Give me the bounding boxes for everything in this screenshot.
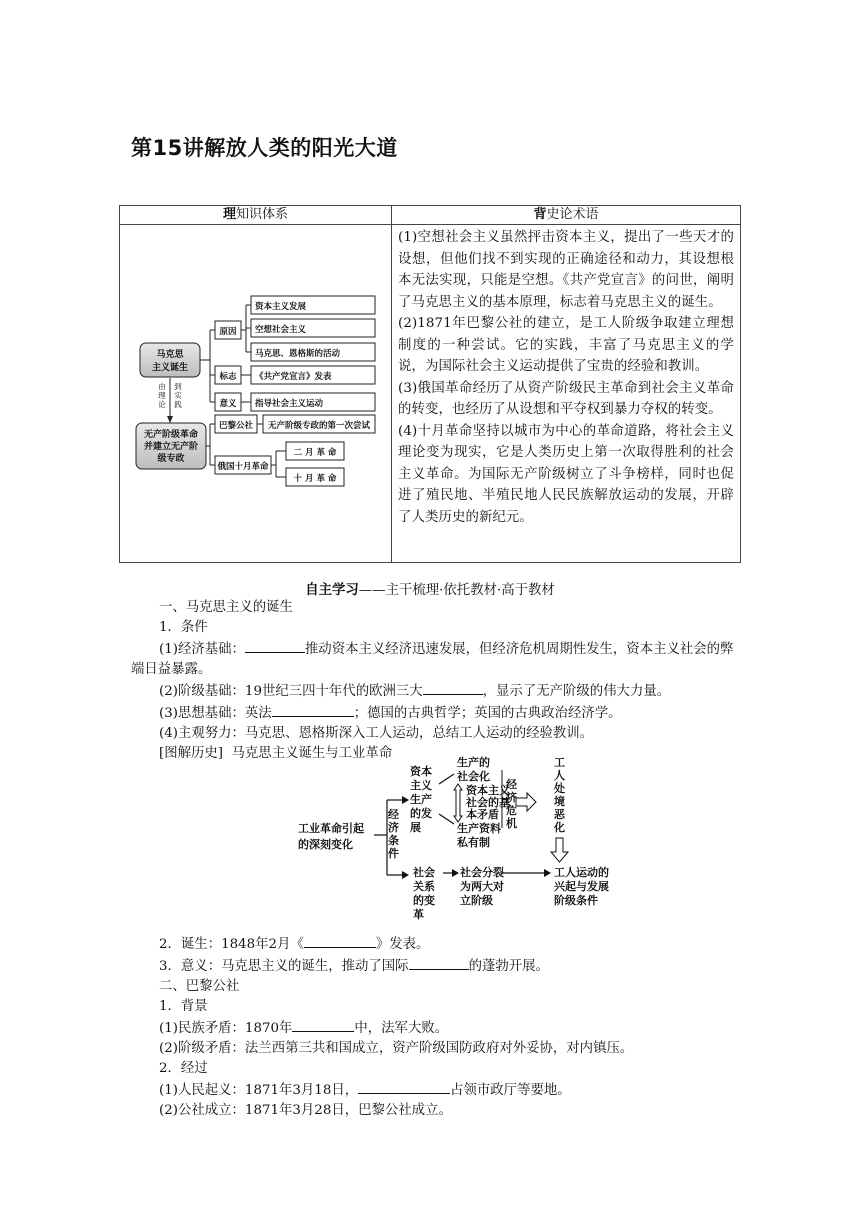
svg-text:为两大对: 为两大对 — [460, 880, 504, 893]
svg-text:由: 由 — [158, 382, 166, 391]
root2-line1: 无产阶级革命 — [143, 430, 199, 440]
svg-text:的深刻变化: 的深刻变化 — [298, 838, 353, 851]
svg-text:社会分裂: 社会分裂 — [460, 866, 504, 879]
mindmap-cell — [120, 225, 392, 563]
svg-text:革: 革 — [413, 908, 424, 921]
blank-5[interactable] — [409, 955, 469, 970]
root2-line2: 并建立无产阶 — [143, 442, 199, 452]
svg-text:社会化: 社会化 — [457, 770, 490, 783]
svg-text:展: 展 — [410, 821, 421, 834]
page-title: 第15讲解放人类的阳光大道 — [131, 136, 398, 160]
heading-process: 2．经过 — [159, 1061, 208, 1076]
essay-4: (4)十月革命坚持以城市为中心的革命道路，将社会主义理论变为现实，它是人类历史上第一次取得胜利的社会主义革命。为国际无产阶级树立了斗争榜样，同时也促进了殖民地、半殖民地人民民族解放运动的发展，开辟了人类历史的新纪元。 — [398, 423, 734, 525]
svg-text:件: 件 — [388, 847, 399, 860]
svg-text:恶: 恶 — [554, 808, 565, 821]
svg-text:私有制: 私有制 — [457, 836, 490, 849]
uprising-line: (1)人民起义：1871年3月18日， 占领市政厅等要地。 — [131, 1079, 736, 1101]
svg-text:实: 实 — [174, 391, 182, 400]
condition-economic: (1)经济基础： 推动资本主义经济迅速发展，但经济危机周期性发生，资本主义社会的弊端日益暴露。 — [131, 638, 736, 680]
svg-text:条: 条 — [388, 834, 399, 847]
svg-text:境: 境 — [554, 795, 565, 808]
commune-line: (2)公社成立：1871年3月28日，巴黎公社成立。 — [159, 1103, 452, 1118]
svg-text:的发: 的发 — [410, 807, 432, 820]
svg-text:社会的基: 社会的基 — [466, 796, 510, 809]
meaning-line: 3．意义：马克思主义的诞生，推动了国际 的蓬勃开展。 — [131, 955, 736, 977]
national-conflict: (1)民族矛盾：1870年 中，法军大败。 — [131, 1017, 736, 1039]
svg-text:工人运动的: 工人运动的 — [554, 866, 609, 879]
essay-1: (1)空想社会主义虽然抨击资本主义，提出了一些天才的设想，但他们找不到实现的正确途径和动力，其设想根本无法实现，只能是空想。《共产党宣言》的问世，阐明了马克思主义的基本原理，标志着马克思主义的诞生。 — [398, 230, 734, 310]
svg-text:的变: 的变 — [413, 894, 435, 907]
diagram-caption: [图解历史] 马克思主义诞生与工业革命 — [159, 746, 393, 761]
branch-symbol: 标志 — [219, 372, 237, 382]
svg-text:生产的: 生产的 — [457, 756, 490, 769]
history-terms-header: 背史论术语 — [392, 206, 741, 225]
svg-text:兴起与发展: 兴起与发展 — [554, 880, 609, 893]
svg-text:论: 论 — [158, 400, 166, 409]
knowledge-system-header: 理知识体系 — [120, 206, 392, 225]
svg-text:机: 机 — [506, 817, 517, 830]
heading-paris: 二、巴黎公社 — [159, 979, 240, 994]
svg-text:济: 济 — [388, 821, 399, 834]
birth-line: 2．诞生：1848年2月《 》发表。 — [131, 933, 736, 955]
svg-text:危: 危 — [506, 804, 517, 817]
symbol-item: 《共产党宣言》发表 — [255, 372, 332, 382]
heading-conditions: 1．条件 — [159, 620, 208, 635]
meaning-item: 指导社会主义运动 — [255, 399, 324, 409]
blank-3[interactable] — [272, 702, 354, 717]
russia-item-1: 二 月 革 命 — [293, 448, 337, 458]
russia-item-2: 十 月 革 命 — [293, 474, 337, 484]
content-block-2 — [131, 933, 736, 1121]
svg-text:工业革命引起: 工业革命引起 — [298, 822, 364, 835]
blank-7[interactable] — [358, 1079, 450, 1094]
svg-text:处: 处 — [554, 782, 565, 795]
blank-4[interactable] — [304, 933, 376, 948]
reason-item-2: 空想社会主义 — [255, 325, 307, 335]
content-block-1 — [131, 598, 736, 764]
svg-text:经: 经 — [506, 778, 517, 791]
svg-text:资本: 资本 — [410, 765, 432, 778]
knowledge-mindmap — [120, 225, 391, 558]
reason-item-1: 资本主义发展 — [255, 302, 307, 312]
svg-text:资本主义: 资本主义 — [466, 784, 510, 797]
svg-text:本矛盾: 本矛盾 — [466, 808, 499, 821]
svg-text:主义: 主义 — [410, 779, 432, 792]
essay-2: (2)1871年巴黎公社的建立，是工人阶级争取建立理想制度的一种尝试。它的实践，丰富了马克思主义的学说，为国际社会主义运动提供了宝贵的经验和教训。 — [398, 316, 734, 374]
svg-text:社会: 社会 — [413, 866, 435, 879]
root2-line3: 级专政 — [157, 454, 185, 464]
condition-thought: (3)思想基础：英法 ；德国的古典哲学；英国的古典政治经济学。 — [131, 702, 736, 724]
svg-text:人: 人 — [554, 769, 565, 782]
industrial-revolution-diagram — [290, 752, 610, 932]
essay-3: (3)俄国革命经历了从资产阶级民主革命到社会主义革命的转变，也经历了从设想和平夺权到暴力夺权的转变。 — [398, 380, 734, 417]
heading-marxism: 一、马克思主义的诞生 — [159, 600, 293, 615]
svg-text:到: 到 — [174, 382, 182, 391]
svg-text:生产资料: 生产资料 — [457, 822, 501, 835]
branch-paris: 巴黎公社 — [218, 421, 254, 431]
root1-line2: 主义诞生 — [151, 363, 189, 373]
blank-2[interactable] — [423, 680, 483, 695]
svg-text:阶级条件: 阶级条件 — [554, 894, 598, 907]
condition-subjective: (4)主观努力：马克思、恩格斯深入工人运动，总结工人运动的经验教训。 — [159, 726, 594, 741]
class-conflict: (2)阶级矛盾：法兰西第三共和国成立，资产阶级国防政府对外妥协，对内镇压。 — [159, 1041, 634, 1056]
root1-line1: 马克思 — [156, 350, 184, 360]
reason-item-3: 马克思、恩格斯的活动 — [255, 349, 341, 359]
svg-text:经: 经 — [388, 808, 399, 821]
paris-item: 无产阶级专政的第一次尝试 — [267, 421, 371, 431]
svg-text:立阶级: 立阶级 — [460, 894, 493, 907]
branch-russia: 俄国十月革命 — [217, 462, 269, 472]
svg-text:生产: 生产 — [410, 793, 432, 806]
svg-text:理: 理 — [158, 391, 166, 400]
svg-text:济: 济 — [506, 791, 517, 804]
svg-text:践: 践 — [174, 400, 182, 409]
blank-1[interactable] — [245, 638, 305, 653]
section-heading: 自主学习——主干梳理·依托教材·高于教材 — [305, 583, 555, 598]
history-terms-cell — [392, 225, 741, 563]
condition-class: (2)阶级基础：19世纪三四十年代的欧洲三大 ，显示了无产阶级的伟大力量。 — [131, 680, 736, 702]
blank-6[interactable] — [292, 1017, 354, 1032]
branch-reason: 原因 — [219, 327, 237, 337]
svg-text:工: 工 — [554, 756, 565, 769]
heading-background: 1．背景 — [159, 999, 208, 1014]
summary-table — [119, 205, 741, 563]
svg-text:关系: 关系 — [413, 880, 435, 893]
branch-meaning: 意义 — [219, 399, 237, 409]
svg-text:化: 化 — [554, 821, 565, 834]
